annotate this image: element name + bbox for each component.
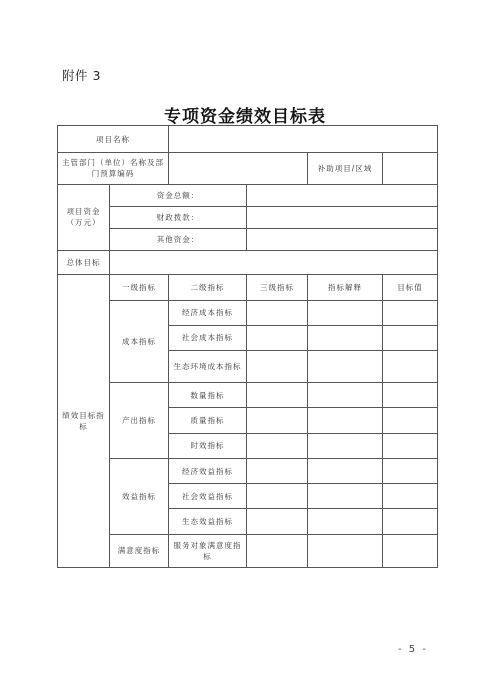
indicator-social-cost: 社会成本指标 (169, 325, 247, 350)
cell-level3[interactable] (247, 534, 308, 567)
cell-target-value[interactable] (383, 350, 438, 382)
cell-explanation[interactable] (308, 534, 383, 567)
cell-level3[interactable] (247, 325, 308, 350)
row-funds-other (58, 228, 438, 250)
cell-explanation[interactable] (308, 408, 383, 433)
cell-level3[interactable] (247, 300, 308, 325)
cell-explanation[interactable] (308, 383, 383, 408)
col-header-level2: 二级指标 (169, 275, 247, 300)
cell-level3[interactable] (247, 433, 308, 458)
overall-goal-label: 总体目标 (58, 251, 110, 275)
attachment-label: 附件 3 (62, 68, 101, 83)
funds-fiscal-label: 财政拨款： (110, 206, 247, 228)
group-cost: 成本指标 (110, 300, 169, 383)
group-satisfaction: 满意度指标 (110, 534, 169, 567)
cell-level3[interactable] (247, 408, 308, 433)
indicator-quantity: 数量指标 (169, 383, 247, 408)
subsidy-area-label: 补助项目/区域 (308, 153, 383, 184)
form-title: 专项资金绩效目标表 (164, 107, 326, 127)
indicator-eco-benefit: 生态效益指标 (169, 509, 247, 534)
row-quantity (58, 383, 438, 408)
project-name-value[interactable] (169, 126, 438, 153)
cell-level3[interactable] (247, 458, 308, 483)
row-service-satisfaction (58, 534, 438, 567)
performance-indicators-label: 绩效目标指标 (58, 275, 110, 568)
indicator-economic-cost: 经济成本指标 (169, 300, 247, 325)
cell-level3[interactable] (247, 383, 308, 408)
cell-level3[interactable] (247, 350, 308, 382)
col-header-level3: 三级指标 (247, 275, 308, 300)
subsidy-area-value[interactable] (383, 153, 438, 184)
department-label: 主管部门（单位）名称及部门预算编码 (58, 153, 169, 184)
row-column-headers (58, 275, 438, 300)
cell-target-value[interactable] (383, 383, 438, 408)
funds-fiscal-value[interactable] (247, 206, 438, 228)
cell-target-value[interactable] (383, 408, 438, 433)
cell-target-value[interactable] (383, 433, 438, 458)
cell-explanation[interactable] (308, 509, 383, 534)
cell-level3[interactable] (247, 484, 308, 509)
group-benefit: 效益指标 (110, 458, 169, 534)
cell-explanation[interactable] (308, 458, 383, 483)
funds-total-label: 资金总额： (110, 184, 247, 206)
row-project-name (58, 126, 438, 153)
row-overall-goal (58, 251, 438, 275)
project-funds-label: 项目资金（万元） (58, 184, 110, 251)
cell-explanation[interactable] (308, 484, 383, 509)
department-value[interactable] (169, 153, 308, 184)
row-funds-fiscal (58, 206, 438, 228)
col-header-explanation: 指标解释 (308, 275, 383, 300)
funds-other-value[interactable] (247, 228, 438, 250)
cell-explanation[interactable] (308, 300, 383, 325)
cell-target-value[interactable] (383, 509, 438, 534)
performance-goal-table (57, 125, 438, 568)
indicator-quality: 质量指标 (169, 408, 247, 433)
col-header-level1: 一级指标 (110, 275, 169, 300)
page-number: - 5 - (398, 644, 428, 655)
cell-target-value[interactable] (383, 534, 438, 567)
funds-other-label: 其他资金： (110, 228, 247, 250)
cell-level3[interactable] (247, 509, 308, 534)
cell-target-value[interactable] (383, 300, 438, 325)
row-department (58, 153, 438, 184)
group-output: 产出指标 (110, 383, 169, 459)
cell-target-value[interactable] (383, 325, 438, 350)
cell-explanation[interactable] (308, 325, 383, 350)
funds-total-value[interactable] (247, 184, 438, 206)
project-name-label: 项目名称 (58, 126, 169, 153)
indicator-timeliness: 时效指标 (169, 433, 247, 458)
indicator-eco-cost: 生态环境成本指标 (169, 350, 247, 382)
row-economic-cost (58, 300, 438, 325)
indicator-service-satisfaction: 服务对象满意度指标 (169, 534, 247, 567)
cell-explanation[interactable] (308, 350, 383, 382)
indicator-economic-benefit: 经济效益指标 (169, 458, 247, 483)
col-header-target-value: 目标值 (383, 275, 438, 300)
row-funds-total (58, 184, 438, 206)
cell-explanation[interactable] (308, 433, 383, 458)
row-economic-benefit (58, 458, 438, 483)
cell-target-value[interactable] (383, 458, 438, 483)
overall-goal-value[interactable] (110, 251, 438, 275)
indicator-social-benefit: 社会效益指标 (169, 484, 247, 509)
cell-target-value[interactable] (383, 484, 438, 509)
